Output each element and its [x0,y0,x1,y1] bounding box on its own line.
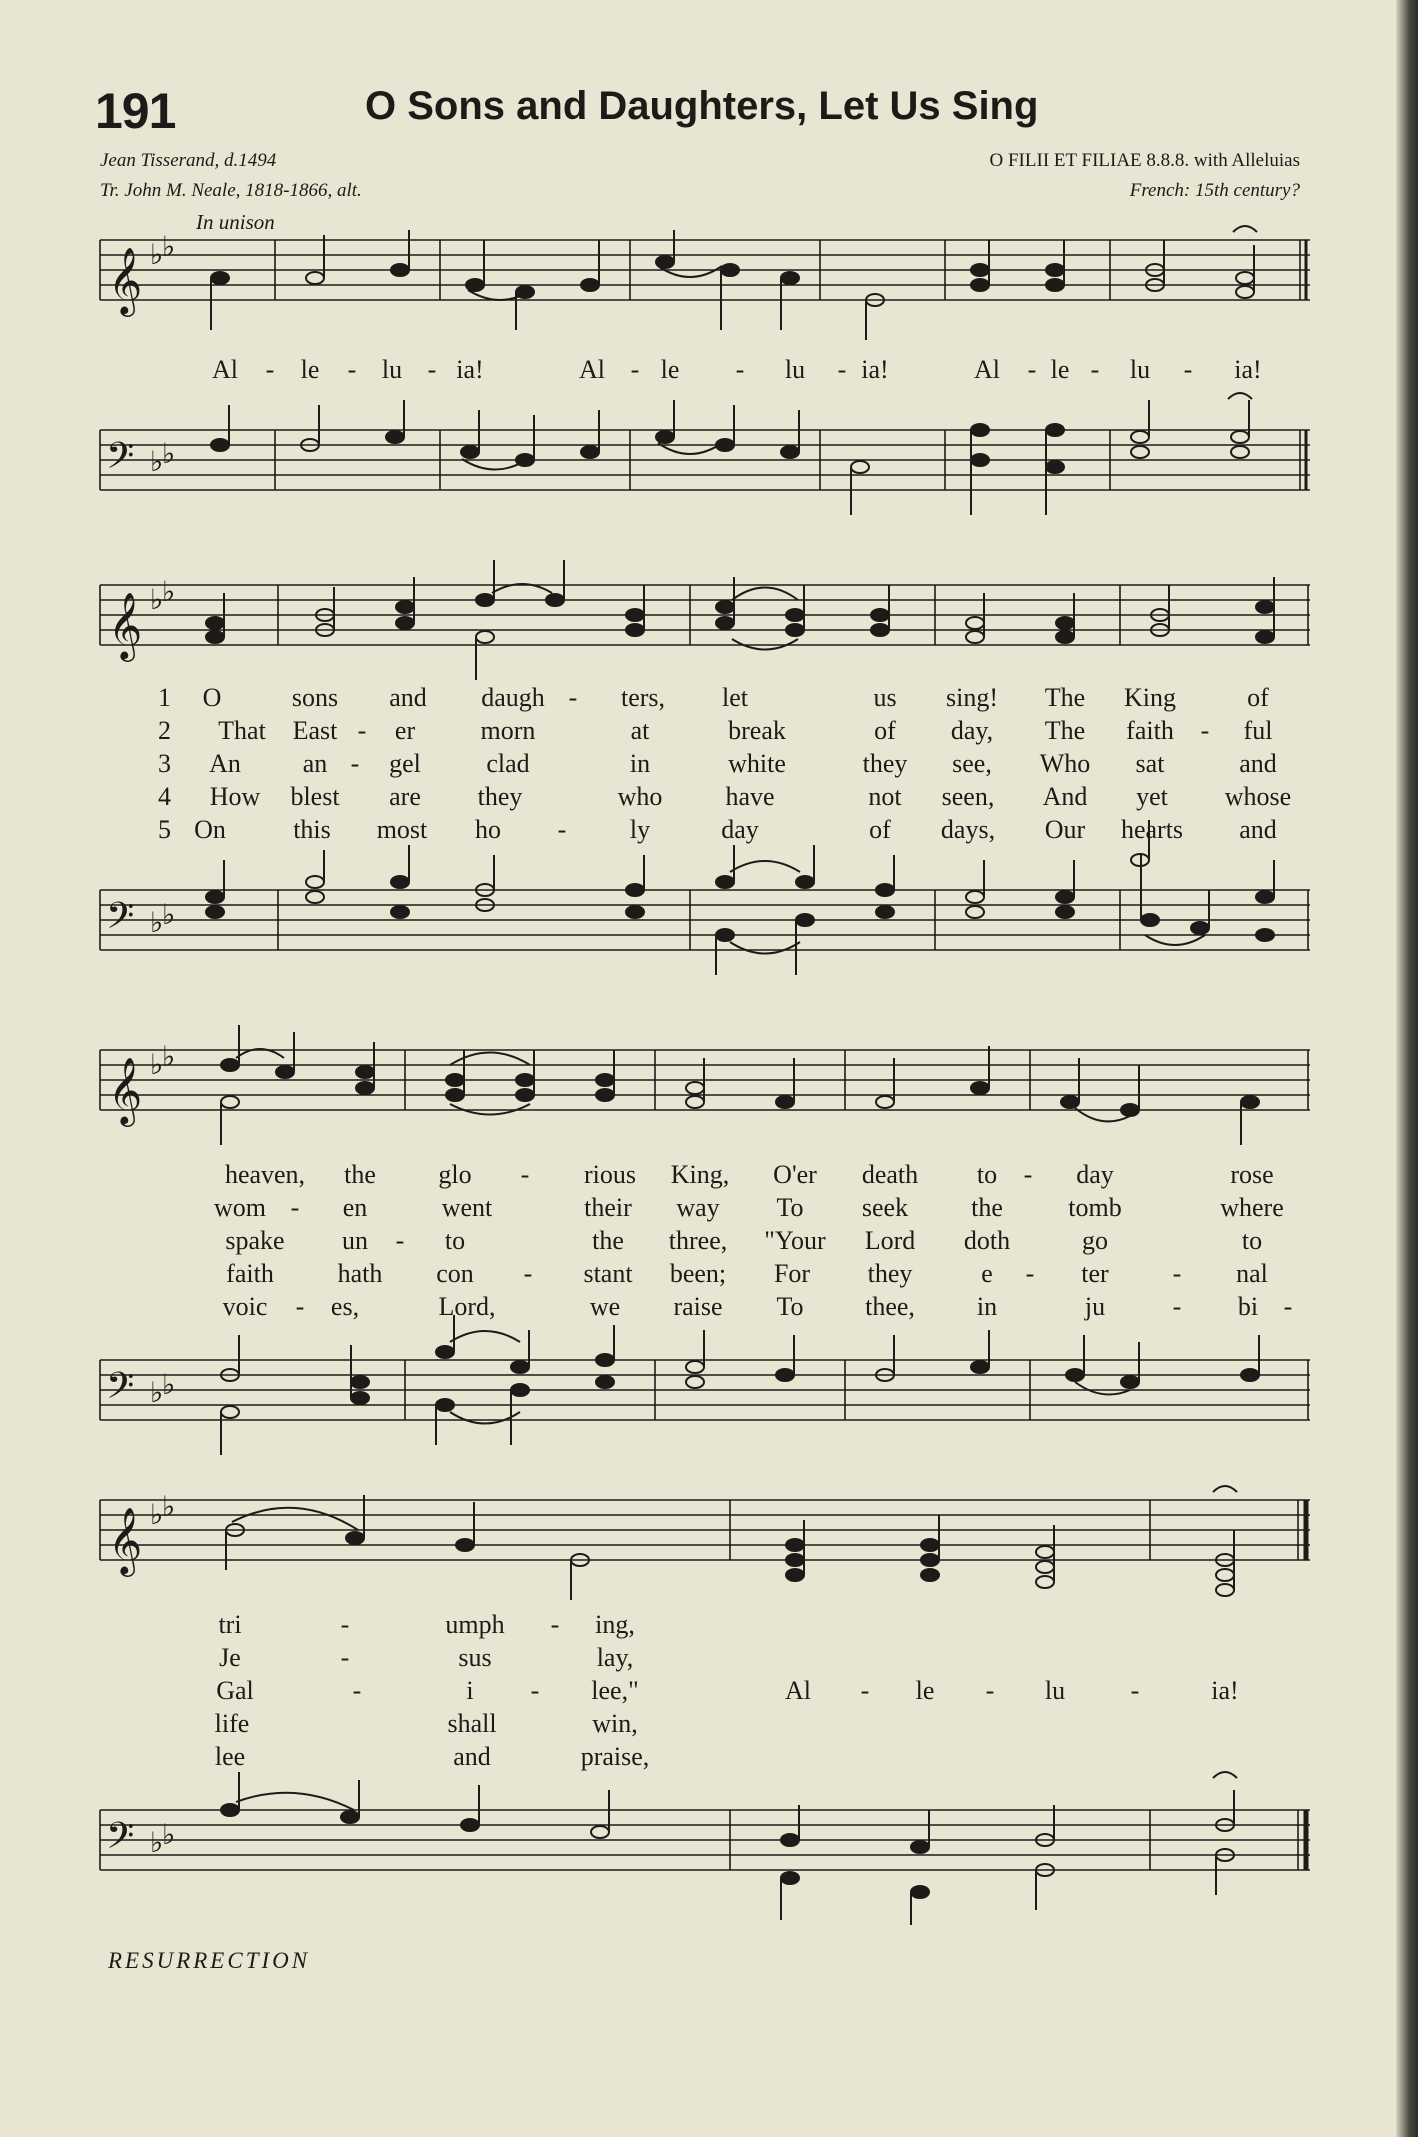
lyric-syllable: break [728,716,786,745]
treble-staff-2 [100,555,1310,658]
lyric-syllable: they [867,1259,913,1288]
treble-staff-1 [100,230,1310,330]
lyric-syllable: at [630,716,650,745]
lyric-syllable: How [209,782,261,811]
lyric-syllable: To [776,1292,804,1321]
lyric-syllable: they [477,782,523,811]
lyric-syllable: and [1239,815,1277,844]
svg-text:𝄢: 𝄢 [106,436,135,485]
lyric-hyphen: - [352,1676,362,1705]
lyric-hyphen: - [1130,1676,1140,1705]
lyric-syllable: Lord [864,1226,916,1255]
lyric-syllable: hearts [1120,815,1184,844]
svg-text:♭: ♭ [162,232,176,263]
lyric-syllable: The [1044,683,1086,712]
svg-text:♭: ♭ [162,1042,176,1073]
lyric-syllable: i [466,1676,474,1705]
hymn-title: O Sons and Daughters, Let Us Sing [365,84,1039,128]
lyric-syllable: On [194,815,226,844]
lyric-syllable: lu [1044,1676,1066,1705]
lyric-syllable: glo [438,1160,472,1189]
lyric-syllable: of [874,716,896,745]
lyric-syllable: went [441,1193,493,1222]
lyric-syllable: white [728,749,786,778]
tune-credit: O FILII ET FILIAE 8.8.8. with Alleluias [989,150,1300,171]
lyric-syllable: an [302,749,328,778]
lyric-syllable: win, [592,1709,638,1738]
lyric-syllable: Al [579,355,605,384]
lyric-syllable: ia! [861,355,889,384]
lyric-hyphen: - [347,355,357,384]
lyric-syllable: Lord, [438,1292,496,1321]
lyric-syllable: es, [330,1292,360,1321]
lyric-syllable: ia! [1234,355,1262,384]
lyric-syllable: we [589,1292,621,1321]
lyric-hyphen: - [1283,1292,1293,1321]
lyric-syllable: Who [1039,749,1091,778]
lyric-syllable: blest [290,782,340,811]
lyric-syllable: sus [458,1643,492,1672]
lyric-syllable: ter [1081,1259,1109,1288]
svg-text:♭: ♭ [150,908,164,939]
lyric-syllable: Al [212,355,238,384]
lyric-hyphen: - [550,1610,560,1639]
author-credit: Jean Tisserand, d.1494 [100,150,277,171]
svg-text:♭: ♭ [162,1492,176,1523]
lyric-syllable: King [1124,683,1176,712]
lyric-syllable: ly [629,815,651,844]
treble-staff-3 [100,1020,1310,1123]
lyric-syllable: this [293,815,331,844]
lyric-syllable: rose [1230,1160,1274,1189]
lyric-hyphen: - [395,1226,405,1255]
lyric-syllable: lee," [591,1676,639,1705]
svg-text:𝄞: 𝄞 [108,1508,143,1573]
lyric-hyphen: - [340,1643,350,1672]
verse-number: 5 [158,815,171,844]
lyric-syllable: the [971,1193,1003,1222]
performance-marking: In unison [196,210,275,234]
lyric-syllable: le [300,355,320,384]
lyric-syllable: ful [1243,716,1273,745]
lyric-syllable: been; [669,1259,727,1288]
origin-credit: French: 15th century? [1129,180,1300,201]
lyric-syllable: in [976,1292,998,1321]
lyric-syllable: con [436,1259,474,1288]
lyric-syllable: O'er [773,1160,817,1189]
lyric-syllable: bi [1237,1292,1259,1321]
lyric-syllable: and [453,1742,491,1771]
lyric-hyphen: - [350,749,360,778]
lyric-syllable: faith [226,1259,274,1288]
lyric-syllable: thee, [865,1292,915,1321]
lyric-hyphen: - [557,815,567,844]
lyric-syllable: death [861,1160,919,1189]
lyric-hyphen: - [530,1676,540,1705]
lyric-syllable: en [342,1193,368,1222]
lyric-syllable: wom [214,1193,266,1222]
lyric-hyphen: - [1200,716,1210,745]
svg-text:♭: ♭ [162,577,176,608]
svg-text:♭: ♭ [150,585,164,616]
lyric-syllable: ho [475,815,501,844]
lyric-syllable: Je [219,1643,241,1672]
lyric-syllable: voic [222,1292,268,1321]
lyric-syllable: le [660,355,680,384]
lyric-syllable: lay, [596,1643,634,1672]
lyric-syllable: not [868,782,902,811]
lyric-syllable: seek [861,1193,909,1222]
lyric-syllable: to [444,1226,466,1255]
lyric-syllable: are [389,782,421,811]
lyric-syllable: sons [291,683,339,712]
bass-staff-3 [100,1330,1310,1430]
lyric-syllable: ia! [1211,1676,1239,1705]
lyric-syllable: seen, [941,782,995,811]
lyric-syllable: praise, [580,1742,650,1771]
lyric-syllable: For [773,1259,811,1288]
lyric-syllable: stant [583,1259,633,1288]
lyric-hyphen: - [837,355,847,384]
lyric-syllable: whose [1224,782,1292,811]
lyric-syllable: doth [963,1226,1011,1255]
lyric-hyphen: - [568,683,578,712]
lyric-syllable: daugh [481,683,545,712]
svg-text:♭: ♭ [162,1370,176,1401]
svg-text:𝄢: 𝄢 [106,1816,135,1865]
lyric-syllable: shall [447,1709,497,1738]
lyric-syllable: their [584,1193,632,1222]
lyric-syllable: who [617,782,663,811]
lyric-hyphen: - [1025,1259,1035,1288]
lyric-syllable: morn [480,716,536,745]
lyric-syllable: go [1082,1226,1108,1255]
lyric-syllable: raise [673,1292,723,1321]
lyric-syllable: and [389,683,427,712]
lyric-syllable: see, [952,749,992,778]
lyric-syllable: The [1044,716,1086,745]
lyric-syllable: King, [670,1160,730,1189]
lyric-hyphen: - [340,1610,350,1639]
bass-staff-4 [100,1780,1310,1900]
lyric-hyphen: - [735,355,745,384]
lyric-syllable: of [869,815,891,844]
lyric-syllable: Al [974,355,1000,384]
lyric-hyphen: - [985,1676,995,1705]
lyric-syllable: let [722,683,748,712]
lyric-syllable: day [1076,1160,1114,1189]
verse-number: 3 [158,749,171,778]
lyric-syllable: clad [486,749,530,778]
lyric-syllable: tri [218,1610,242,1639]
bass-staff-2 [100,860,1310,960]
lyric-hyphen: - [1023,1160,1033,1189]
lyric-syllable: An [209,749,241,778]
tune-name-footer: RESURRECTION [108,1948,311,1973]
svg-text:𝄢: 𝄢 [106,1366,135,1415]
lyric-syllable: And [1042,782,1088,811]
svg-text:♭: ♭ [150,1828,164,1859]
lyric-syllable: un [342,1226,368,1255]
lyric-hyphen: - [295,1292,305,1321]
lyric-hyphen: - [290,1193,300,1222]
lyric-syllable: life [214,1709,250,1738]
book-spine-shadow [1396,0,1418,2137]
lyric-syllable: Al [785,1676,811,1705]
svg-text:♭: ♭ [150,1050,164,1081]
verse-number: 4 [158,782,171,811]
lyric-syllable: Gal [216,1676,254,1705]
lyric-hyphen: - [1027,355,1037,384]
svg-text:𝄞: 𝄞 [108,1058,143,1123]
lyric-hyphen: - [357,716,367,745]
lyric-hyphen: - [520,1160,530,1189]
lyric-syllable: in [629,749,651,778]
lyric-syllable: to [976,1160,998,1189]
lyric-syllable: sat [1135,749,1165,778]
lyric-hyphen: - [860,1676,870,1705]
lyric-syllable: of [1247,683,1269,712]
lyric-syllable: day [721,815,759,844]
lyric-syllable: lu [1129,355,1151,384]
svg-text:♭: ♭ [162,439,176,470]
lyric-hyphen: - [630,355,640,384]
verse-number: 2 [158,716,171,745]
translator-credit: Tr. John M. Neale, 1818-1866, alt. [100,180,362,201]
lyric-syllable: days, [940,815,996,844]
svg-text:♭: ♭ [150,1378,164,1409]
lyric-syllable: lee [214,1742,246,1771]
lyric-syllable: three, [668,1226,728,1255]
lyric-hyphen: - [523,1259,533,1288]
svg-text:♭: ♭ [150,240,164,271]
lyric-syllable: us [873,683,897,712]
lyric-syllable: spake [225,1226,285,1255]
lyric-syllable: ju [1084,1292,1106,1321]
lyric-syllable: yet [1136,782,1168,811]
lyric-syllable: they [862,749,908,778]
lyric-syllable: lu [381,355,403,384]
lyric-syllable: and [1239,749,1277,778]
lyric-hyphen: - [1183,355,1193,384]
lyric-syllable: "Your [764,1226,826,1255]
lyric-hyphen: - [427,355,437,384]
lyric-syllable: East [292,716,338,745]
treble-staff-4 [100,1470,1310,1573]
lyric-syllable: hath [337,1259,383,1288]
lyric-syllable: e [981,1259,993,1288]
lyric-syllable: gel [389,749,421,778]
svg-text:♭: ♭ [150,447,164,478]
lyric-syllable: ia! [456,355,484,384]
hymn-number: 191 [95,83,176,139]
svg-text:♭: ♭ [162,900,176,931]
lyric-syllable: umph [445,1610,505,1639]
lyric-syllable: day, [950,716,994,745]
lyric-hyphen: - [1090,355,1100,384]
svg-text:𝄞: 𝄞 [108,593,143,658]
lyric-syllable: the [344,1160,376,1189]
svg-text:𝄢: 𝄢 [106,896,135,945]
lyric-hyphen: - [1172,1292,1182,1321]
lyric-syllable: le [1050,355,1070,384]
verse-number: 1 [158,683,171,712]
lyric-syllable: Our [1044,815,1086,844]
svg-text:𝄞: 𝄞 [108,246,143,314]
lyric-syllable: To [776,1193,804,1222]
lyric-syllable: have [725,782,775,811]
lyric-syllable: where [1220,1193,1284,1222]
lyric-syllable: tomb [1068,1193,1122,1222]
lyric-syllable: O [202,683,222,712]
lyric-syllable: ing, [595,1610,635,1639]
lyric-syllable: rious [584,1160,636,1189]
lyric-syllable: heaven, [224,1160,306,1189]
lyric-hyphen: - [265,355,275,384]
lyric-syllable: er [394,716,416,745]
lyric-syllable: faith [1126,716,1174,745]
svg-text:♭: ♭ [162,1820,176,1851]
bass-staff-1 [100,415,1310,515]
lyric-syllable: to [1241,1226,1263,1255]
lyric-hyphen: - [1172,1259,1182,1288]
lyric-syllable: nal [1236,1259,1268,1288]
lyric-syllable: ters, [620,683,666,712]
lyric-syllable: most [376,815,428,844]
lyric-syllable: That [218,716,266,745]
lyric-syllable: sing! [946,683,998,712]
svg-text:♭: ♭ [150,1500,164,1531]
lyric-syllable: the [592,1226,624,1255]
lyric-syllable: way [676,1193,720,1222]
lyric-syllable: le [915,1676,935,1705]
lyric-syllable: lu [784,355,806,384]
